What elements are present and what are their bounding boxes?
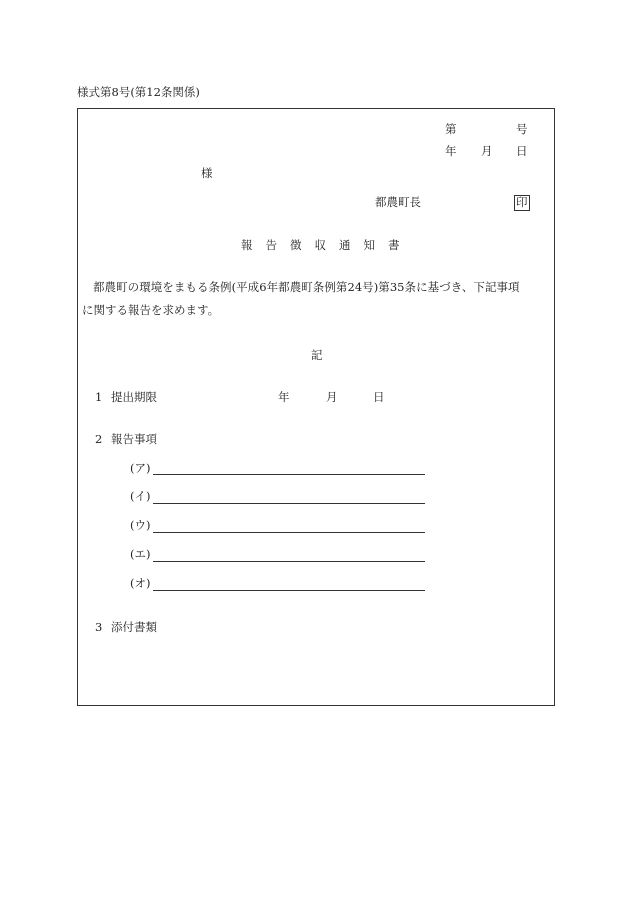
deadline-day: 日 xyxy=(373,390,385,404)
title-char: 通 xyxy=(339,238,351,252)
date-month: 月 xyxy=(481,144,493,158)
date-day: 日 xyxy=(516,144,528,158)
sub-item-a-label: (ア) xyxy=(130,461,151,475)
sub-item-i-label: (イ) xyxy=(130,489,151,503)
addressee-suffix: 様 xyxy=(201,166,213,180)
sub-item-o-line xyxy=(153,590,425,591)
date-year: 年 xyxy=(445,144,457,158)
form-number-label: 様式第8号(第12条関係) xyxy=(77,85,200,99)
number-prefix: 第 xyxy=(445,122,457,136)
sub-item-a-line xyxy=(153,474,425,475)
seal-mark: 印 xyxy=(516,195,528,209)
item-3-number: 3 xyxy=(95,620,103,634)
body-line-1: 都農町の環境をまもる条例(平成6年都農町条例第24号)第35条に基づき、下記事項 xyxy=(93,280,520,294)
sub-item-u-line xyxy=(153,532,425,533)
title-char: 知 xyxy=(363,238,375,252)
notice-form-box xyxy=(77,108,555,706)
sub-item-u-label: (ウ) xyxy=(130,518,151,532)
item-2-label: 報告事項 xyxy=(111,432,157,446)
item-3-label: 添付書類 xyxy=(111,620,157,634)
title-char: 徴 xyxy=(290,238,302,252)
item-2-number: 2 xyxy=(95,432,103,446)
sub-item-i-line xyxy=(153,503,425,504)
sub-item-e-line xyxy=(153,561,425,562)
item-1-number: 1 xyxy=(95,390,103,404)
ki-heading: 記 xyxy=(311,348,323,362)
body-line-2: に関する報告を求めます。 xyxy=(82,303,220,317)
item-1-label: 提出期限 xyxy=(111,390,157,404)
deadline-year: 年 xyxy=(278,390,290,404)
issuer-name: 都農町長 xyxy=(375,195,421,209)
sub-item-e-label: (エ) xyxy=(130,547,151,561)
sub-item-o-label: (オ) xyxy=(130,576,151,590)
number-suffix: 号 xyxy=(516,122,528,136)
title-char: 告 xyxy=(265,238,277,252)
title-char: 報 xyxy=(241,238,253,252)
document-title xyxy=(241,240,400,252)
deadline-month: 月 xyxy=(326,390,338,404)
title-char: 書 xyxy=(388,238,400,252)
title-char: 収 xyxy=(314,238,326,252)
